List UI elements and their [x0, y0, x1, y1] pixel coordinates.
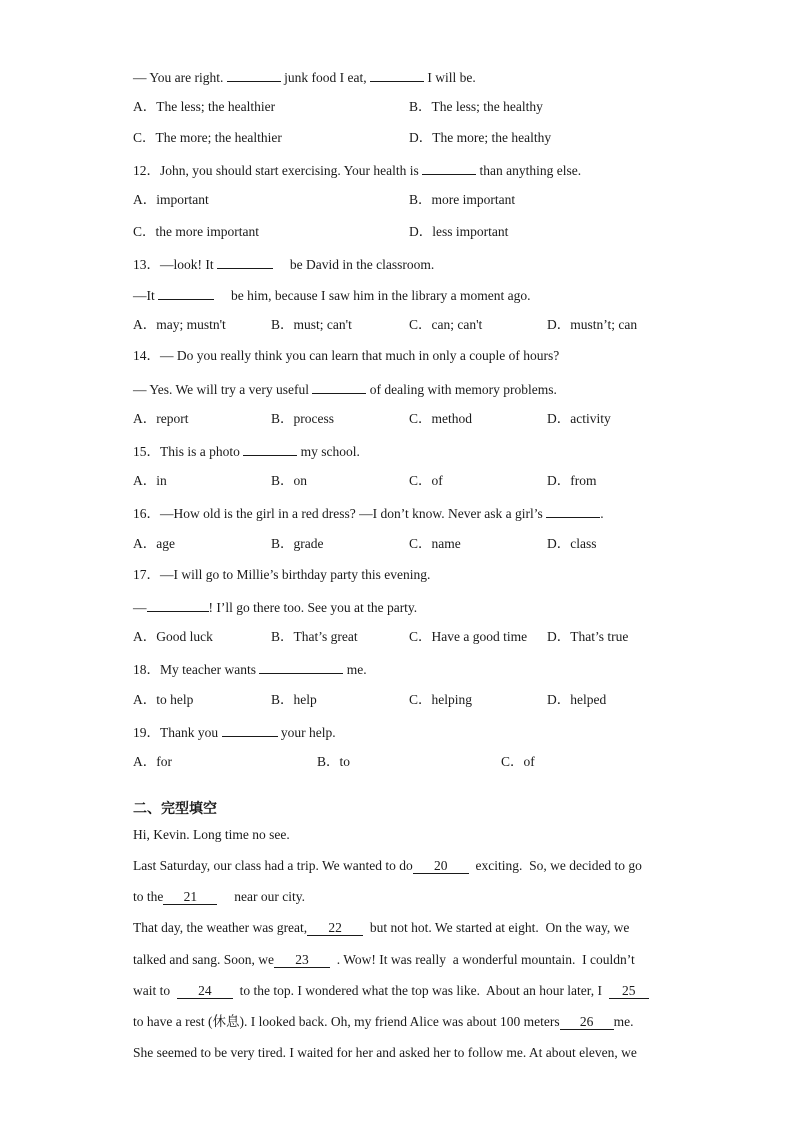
stem-text: junk food I eat, — [280, 70, 370, 85]
stem-text: 16．—How old is the girl in a red dress? —I don’t know. Never ask a girl’s — [133, 506, 547, 521]
q17-stem-2 — [133, 597, 417, 617]
stem-text: 12．John, you should start exercising. Your health is — [133, 163, 423, 178]
stem-text: 18．My teacher wants — [133, 662, 260, 677]
answer-blank — [158, 285, 214, 300]
q12-option-d: D．less important — [409, 224, 509, 239]
q19-stem — [133, 722, 336, 742]
q16-option-c: C．name — [409, 536, 461, 551]
q13-option-b: B．must; can't — [271, 317, 352, 332]
stem-text: 15．This is a photo — [133, 444, 244, 459]
q15-option-d: D．from — [547, 473, 597, 488]
q15-stem — [133, 441, 360, 461]
answer-blank — [422, 160, 476, 175]
q18-option-b: B．help — [271, 692, 317, 707]
q19-option-b: B．to — [317, 754, 351, 769]
q11-option-a: A．The less; the healthier — [133, 99, 276, 114]
q11-stem — [133, 67, 476, 87]
stem-text: — — [133, 600, 147, 615]
q15-option-b: B．on — [271, 473, 308, 488]
stem-text: I will be. — [423, 70, 476, 85]
passage-line: talked and sang. Soon, we 23 . Wow! It was really a wonderful mountain. I couldn’t — [133, 952, 635, 967]
stem-text: than anything else. — [476, 163, 582, 178]
q18-stem — [133, 659, 367, 679]
q14-option-b: B．process — [271, 411, 335, 426]
q18-option-a: A．to help — [133, 692, 194, 707]
cloze-blank-26: 26 — [560, 1015, 614, 1030]
q15-option-c: C．of — [409, 473, 443, 488]
q12-option-c: C．the more important — [133, 224, 259, 239]
q17-option-b: B．That’s great — [271, 629, 358, 644]
q19-option-c: C．of — [501, 754, 535, 769]
stem-text: of dealing with memory problems. — [366, 382, 557, 397]
answer-blank — [217, 254, 273, 269]
q13-option-d: D．mustn’t; can — [547, 317, 638, 332]
q13-option-c: C．can; can't — [409, 317, 483, 332]
stem-text: my school. — [297, 444, 360, 459]
q11-option-b: B．The less; the healthy — [409, 99, 543, 114]
answer-blank — [546, 503, 600, 518]
passage-line: That day, the weather was great, 22 but not hot. We started at eight. On the way, we — [133, 920, 630, 935]
cloze-blank-20: 20 — [413, 859, 469, 874]
q14-option-a: A．report — [133, 411, 189, 426]
answer-blank — [243, 441, 297, 456]
stem-text: ! I’ll go there too. See you at the party. — [208, 600, 418, 615]
stem-text: — Yes. We will try a very useful — [133, 382, 313, 397]
passage-line: Last Saturday, our class had a trip. We wanted to do 20 exciting. So, we decided to go — [133, 858, 642, 873]
q17-option-c: C．Have a good time — [409, 629, 528, 644]
stem-text: 19．Thank you — [133, 725, 222, 740]
q14-option-d: D．activity — [547, 411, 611, 426]
q14-stem-1: 14．— Do you really think you can learn that much in only a couple of hours? — [133, 348, 560, 363]
q14-option-c: C．method — [409, 411, 473, 426]
q16-option-a: A．age — [133, 536, 175, 551]
q17-option-d: D．That’s true — [547, 629, 629, 644]
q16-option-b: B．grade — [271, 536, 324, 551]
answer-blank — [147, 597, 209, 612]
q14-stem-2 — [133, 379, 557, 399]
stem-text: be David in the classroom. — [273, 257, 435, 272]
passage-line: Hi, Kevin. Long time no see. — [133, 827, 290, 842]
q17-option-a: A．Good luck — [133, 629, 213, 644]
q11-option-d: D．The more; the healthy — [409, 130, 552, 145]
cloze-blank-22: 22 — [307, 921, 363, 936]
answer-blank — [370, 67, 424, 82]
passage-line: She seemed to be very tired. I waited for her and asked her to follow me. At about eleven, we — [133, 1045, 637, 1060]
q18-option-c: C．helping — [409, 692, 473, 707]
q12-option-a: A．important — [133, 192, 209, 207]
cloze-blank-23: 23 — [274, 953, 330, 968]
q12-stem — [133, 160, 581, 180]
stem-text: —It — [133, 288, 159, 303]
stem-text: . — [600, 506, 604, 521]
q13-option-a: A．may; mustn't — [133, 317, 226, 332]
cloze-blank-24: 24 — [177, 984, 233, 999]
stem-text: me. — [343, 662, 367, 677]
answer-blank — [312, 379, 366, 394]
stem-text: be him, because I saw him in the library a moment ago. — [214, 288, 531, 303]
passage-line: to the 21 near our city. — [133, 889, 305, 904]
q11-option-c: C．The more; the healthier — [133, 130, 282, 145]
answer-blank — [222, 722, 278, 737]
q16-stem — [133, 503, 604, 523]
cloze-blank-25: 25 — [609, 984, 649, 999]
q12-option-b: B．more important — [409, 192, 516, 207]
q13-stem-1 — [133, 254, 434, 274]
q13-stem-2 — [133, 285, 531, 305]
q16-option-d: D．class — [547, 536, 597, 551]
passage-line: to have a rest (休息). I looked back. Oh, my friend Alice was about 100 meters 26 me. — [133, 1014, 634, 1029]
q18-option-d: D．helped — [547, 692, 607, 707]
passage-line: wait to 24 to the top. I wondered what the top was like. About an hour later, I 25 — [133, 982, 649, 1000]
section-heading: 二、完型填空 — [133, 801, 217, 817]
stem-text: — You are right. — [133, 70, 227, 85]
q19-option-a: A．for — [133, 754, 172, 769]
q17-stem-1: 17．—I will go to Millie’s birthday party this evening. — [133, 567, 431, 582]
answer-blank — [259, 659, 343, 674]
stem-text: your help. — [277, 725, 336, 740]
cloze-blank-21: 21 — [163, 890, 217, 905]
q15-option-a: A．in — [133, 473, 167, 488]
answer-blank — [227, 67, 281, 82]
stem-text: 13．—look! It — [133, 257, 217, 272]
